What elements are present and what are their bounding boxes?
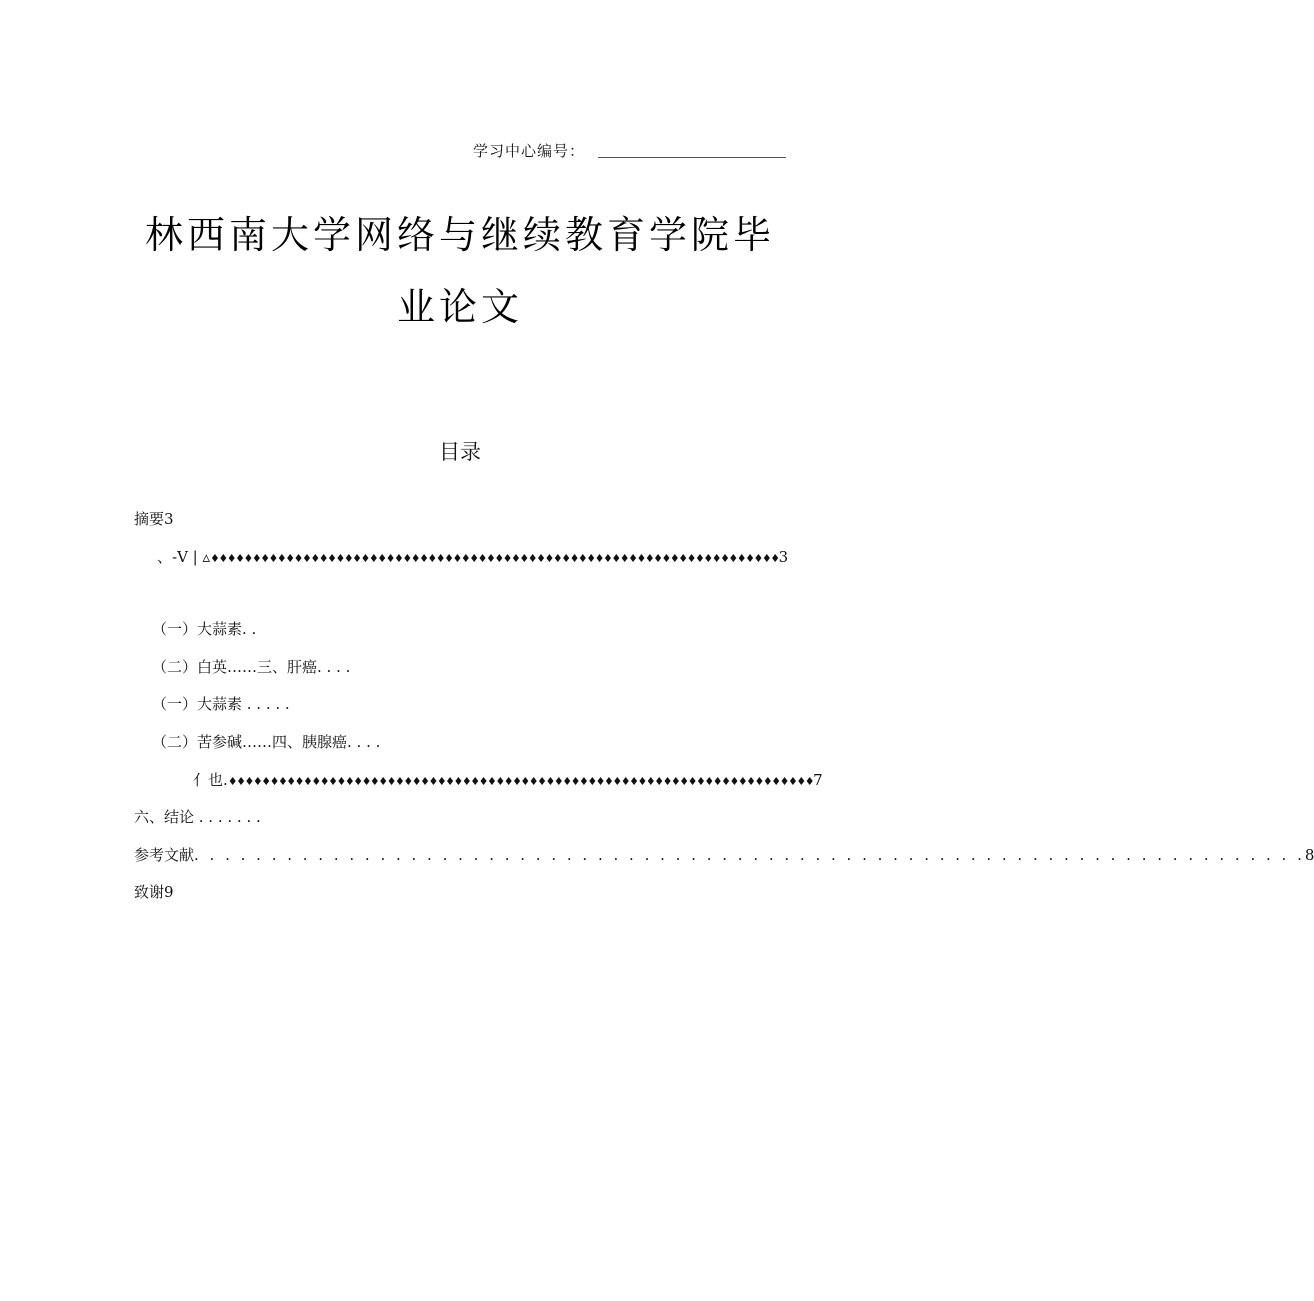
toc-leader: ♦♦♦♦♦♦♦♦♦♦♦♦♦♦♦♦♦♦♦♦♦♦♦♦♦♦♦♦♦♦♦♦♦♦♦♦♦♦♦♦♦♦♦♦♦♦♦♦♦♦♦♦♦♦♦♦♦♦♦♦♦♦♦♦♦♦♦♦♦♦ [227,775,814,788]
toc-entry-acknowledgements: 致谢9 [134,883,174,901]
toc-entry-references [134,845,1314,865]
toc-entry-prefix: 、-V | ▵ [157,548,211,566]
toc-entry-conclusion: 六、结论 . . . . . . . [134,808,261,826]
toc-entry-prefix: 亻也. [193,771,228,789]
toc-page-number: 7 [813,771,823,789]
toc-entry-prefix: 参考文献 [134,846,195,864]
toc-entry-garlic-2: （一）大蒜素 . . . . . [152,695,290,713]
toc-page-number: 8 [1304,846,1314,864]
toc-entry-section-1 [157,547,788,569]
toc-heading: 目录 [439,440,481,464]
toc-leader: ♦♦♦♦♦♦♦♦♦♦♦♦♦♦♦♦♦♦♦♦♦♦♦♦♦♦♦♦♦♦♦♦♦♦♦♦♦♦♦♦♦♦♦♦♦♦♦♦♦♦♦♦♦♦♦♦♦♦♦♦♦♦♦♦♦♦♦♦ [210,552,779,565]
toc-entry-garlic-1: （一）大蒜素. . [152,620,257,638]
thesis-title-line-2: 业论文 [396,285,523,329]
learning-center-number-label: 学习中心编号： [473,142,586,160]
toc-leader: . . . . . . . . . . . . . . . . . . . . . . . . . . . . . . . . . . . . . . . . . . . . . . . . . . . . . . . . . . . . . . . . . . . . . . . . [194,846,1305,864]
toc-entry-matrine: （二）苦参碱……四、胰腺癌. . . . [152,733,381,751]
learning-center-number-field[interactable] [598,157,786,158]
toc-page-number: 3 [778,548,789,566]
toc-entry-abstract: 摘要3 [134,510,174,528]
toc-entry-solanum: （二）白英……三、肝癌. . . . [152,658,351,676]
thesis-title-line-1: 林西南大学网络与继续教育学院毕 [144,213,775,257]
toc-entry-section-5 [193,770,823,792]
